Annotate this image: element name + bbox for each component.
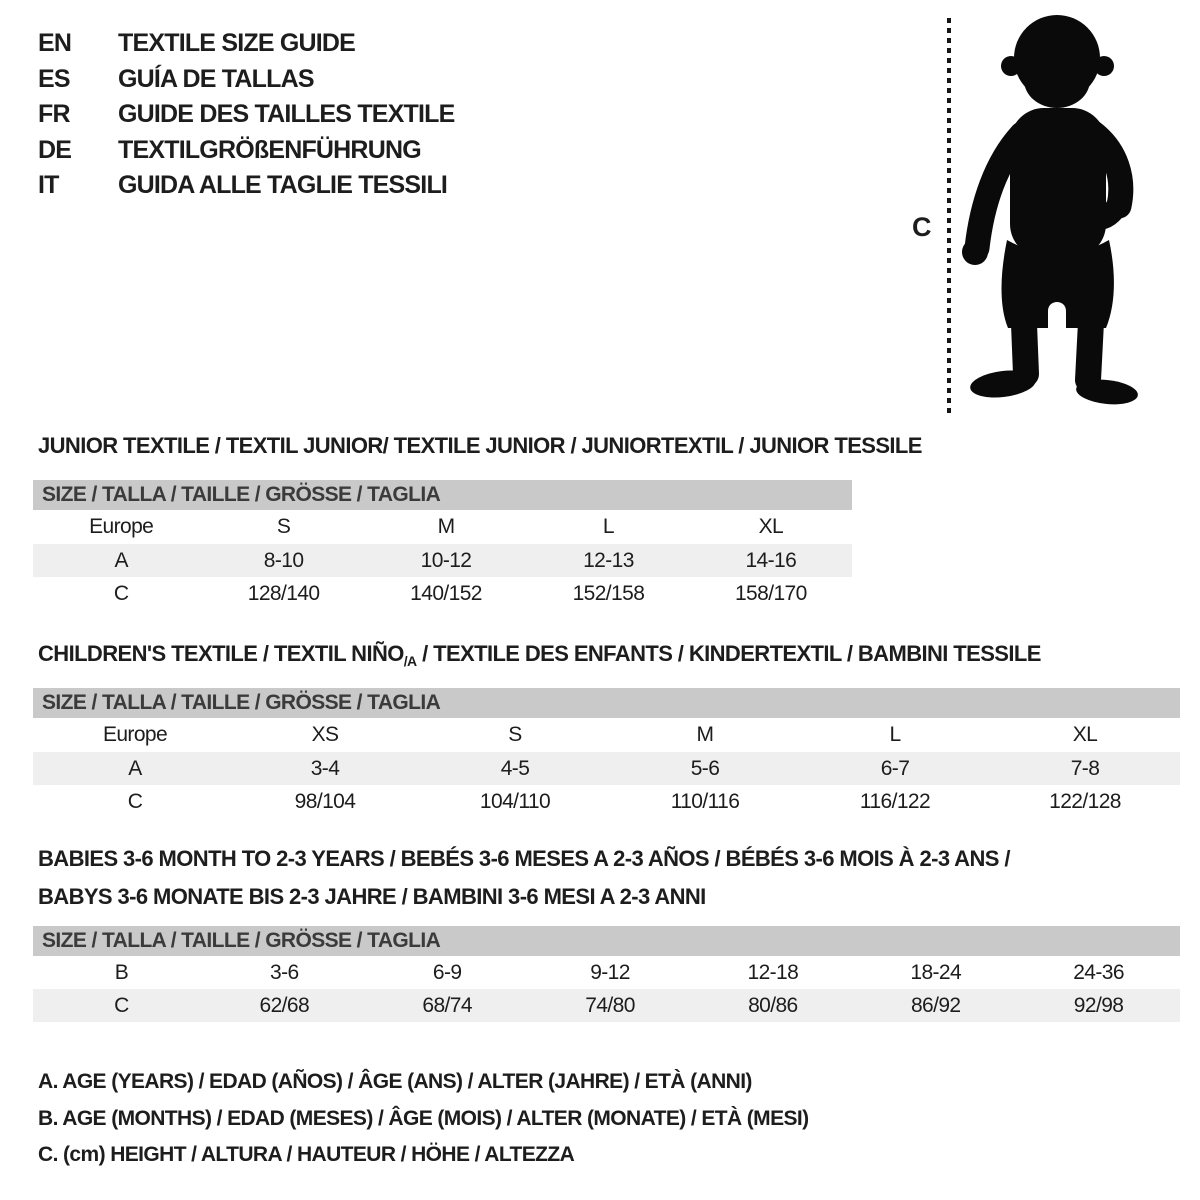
language-title: TEXTILE SIZE GUIDE — [118, 29, 356, 58]
babies-size-table — [33, 926, 1180, 1022]
legend-line-a: A. AGE (YEARS) / EDAD (AÑOS) / ÂGE (ANS) / ALTER (JAHRE) / ETÀ (ANNI) — [38, 1070, 752, 1094]
table-cell: 104/110 — [479, 789, 551, 813]
row-label: Europe — [102, 723, 168, 746]
language-row-fr — [38, 97, 455, 133]
size-header-bar: SIZE / TALLA / TAILLE / GRÖSSE / TAGLIA — [33, 688, 1180, 718]
table-cell: 92/98 — [1073, 993, 1124, 1017]
junior-section-title: JUNIOR TEXTILE / TEXTIL JUNIOR/ TEXTILE JUNIOR / JUNIORTEXTIL / JUNIOR TESSILE — [38, 433, 922, 458]
table-cell: 3-4 — [310, 756, 340, 780]
legend-line-b: B. AGE (MONTHS) / EDAD (MESES) / ÂGE (MOIS) / ALTER (MONATE) / ETÀ (MESI) — [38, 1106, 809, 1130]
table-cell: 62/68 — [259, 993, 310, 1017]
language-title: GUIDE DES TAILLES TEXTILE — [118, 100, 455, 129]
row-label: C — [127, 789, 143, 813]
table-row — [33, 544, 852, 577]
children-title-pre: CHILDREN'S TEXTILE / TEXTIL NIÑO — [38, 641, 404, 666]
language-title: GUÍA DE TALLAS — [118, 64, 314, 93]
height-measure-label: C — [912, 212, 931, 242]
table-cell: 110/116 — [670, 789, 740, 813]
table-cell: 14-16 — [745, 548, 797, 572]
table-cell: 140/152 — [410, 581, 482, 605]
children-title-post: / TEXTILE DES ENFANTS / KINDERTEXTIL / BAMBINI TESSILE — [416, 641, 1041, 666]
row-label: A — [114, 548, 128, 572]
junior-size-table — [33, 480, 852, 610]
table-cell: M — [696, 723, 714, 746]
table-cell: 7-8 — [1070, 756, 1100, 780]
language-title-list — [38, 26, 455, 204]
children-title-subscript: /A — [403, 653, 417, 669]
table-row — [33, 785, 1180, 818]
table-cell: 74/80 — [585, 993, 635, 1017]
table-cell: 24-36 — [1073, 960, 1124, 984]
table-cell: 98/104 — [294, 789, 356, 813]
table-cell: S — [508, 723, 522, 746]
size-header-bar: SIZE / TALLA / TAILLE / GRÖSSE / TAGLIA — [33, 926, 1180, 956]
toddler-silhouette-icon — [958, 12, 1154, 420]
table-row — [33, 510, 852, 544]
table-cell: 12-13 — [583, 548, 634, 572]
row-label: Europe — [89, 515, 154, 538]
table-row — [33, 577, 852, 610]
table-cell: 12-18 — [747, 960, 799, 984]
language-row-es — [38, 62, 455, 98]
row-label: C — [114, 993, 129, 1017]
table-cell: 128/140 — [247, 581, 320, 605]
language-code: IT — [38, 171, 59, 200]
language-title: GUIDA ALLE TAGLIE TESSILI — [118, 171, 448, 200]
table-cell: L — [602, 515, 614, 538]
table-cell: 122/128 — [1049, 789, 1121, 813]
legend-line-c: C. (cm) HEIGHT / ALTURA / HAUTEUR / HÖHE / ALTEZZA — [38, 1143, 575, 1167]
table-cell: 158/170 — [734, 581, 807, 605]
table-cell: 8-10 — [263, 548, 304, 572]
table-cell: 86/92 — [910, 993, 961, 1017]
table-row — [33, 956, 1180, 989]
row-label: A — [128, 756, 142, 780]
language-title: TEXTILGRÖßENFÜHRUNG — [118, 135, 421, 164]
language-code: DE — [38, 135, 72, 164]
babies-section-title-line2: BABYS 3-6 MONATE BIS 2-3 JAHRE / BAMBINI 3-6 MESI A 2-3 ANNI — [38, 884, 706, 909]
language-code: ES — [38, 64, 70, 93]
table-cell: 18-24 — [910, 960, 962, 984]
table-cell: 5-6 — [690, 756, 720, 780]
language-row-de — [38, 133, 455, 169]
table-row — [33, 989, 1180, 1022]
language-code: FR — [38, 100, 70, 129]
language-row-it — [38, 168, 455, 204]
language-row-en — [38, 26, 455, 62]
table-row — [33, 752, 1180, 785]
table-cell: 68/74 — [422, 993, 472, 1017]
babies-section-title-line1: BABIES 3-6 MONTH TO 2-3 YEARS / BEBÉS 3-6 MESES A 2-3 AÑOS / BÉBÉS 3-6 MOIS À 2-3 ANS / — [38, 846, 1010, 871]
table-cell: L — [889, 723, 901, 746]
table-cell: XL — [1072, 723, 1098, 746]
table-cell: M — [437, 515, 455, 538]
table-cell: 4-5 — [500, 756, 530, 780]
children-size-table — [33, 688, 1180, 818]
table-cell: XL — [758, 515, 784, 538]
legend — [38, 1064, 809, 1174]
size-header-bar: SIZE / TALLA / TAILLE / GRÖSSE / TAGLIA — [33, 480, 852, 510]
table-cell: 6-7 — [880, 756, 910, 780]
row-label: B — [114, 960, 129, 984]
table-row — [33, 718, 1180, 752]
language-code: EN — [38, 29, 72, 58]
table-cell: 152/158 — [572, 581, 645, 605]
table-cell: 116/122 — [859, 789, 931, 813]
table-cell: 10-12 — [420, 548, 472, 572]
table-cell: 3-6 — [270, 960, 299, 984]
row-label: C — [113, 581, 129, 605]
table-cell: 6-9 — [432, 960, 462, 984]
table-cell: 9-12 — [590, 960, 630, 984]
table-cell: XS — [311, 723, 339, 746]
height-measure-dotted-line — [947, 18, 951, 416]
table-cell: S — [276, 515, 291, 538]
children-section-title — [38, 641, 1041, 669]
table-cell: 80/86 — [748, 993, 798, 1017]
